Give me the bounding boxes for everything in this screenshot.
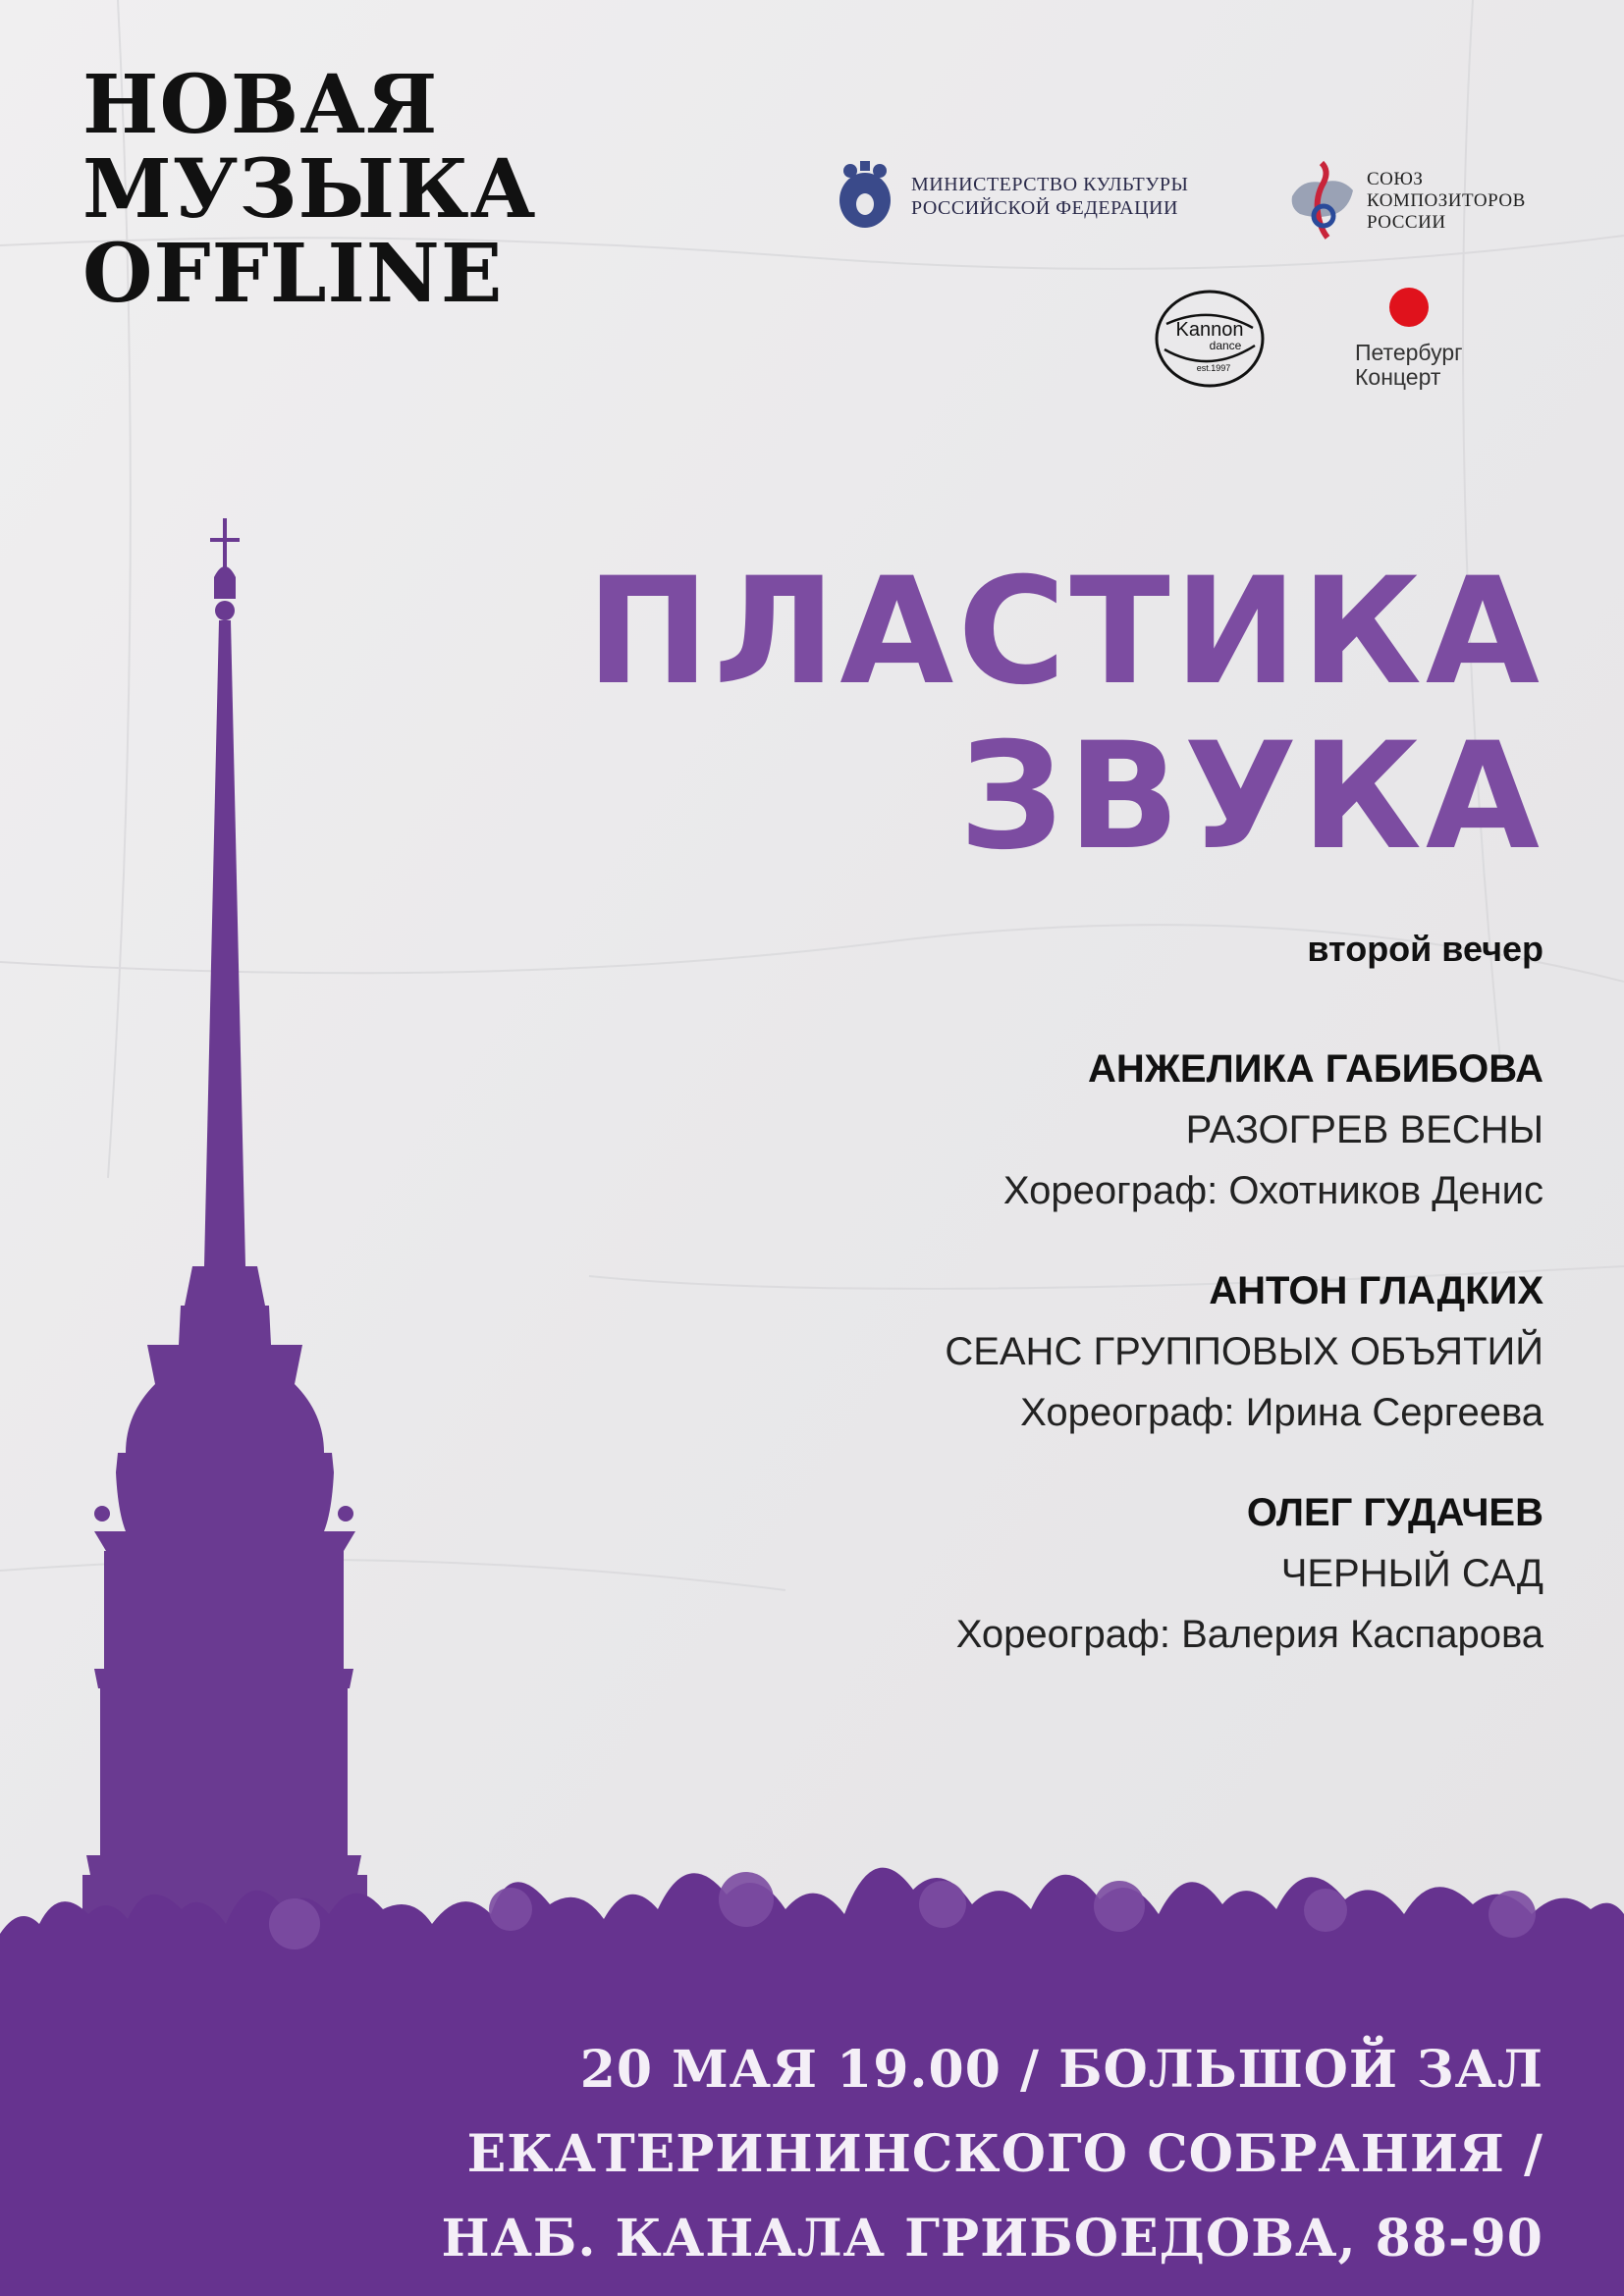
peterburg-concert-line-1: Петербург (1355, 340, 1463, 365)
work-title: СЕАНС ГРУППОВЫХ ОБЪЯТИЙ (945, 1330, 1543, 1373)
title-line-2: ЗВУКА (958, 712, 1543, 882)
program-item (562, 1482, 1543, 1665)
date-and-venue (441, 2028, 1543, 2281)
red-dot-icon (1384, 285, 1434, 330)
work-title: ЧЕРНЫЙ САД (1280, 1552, 1543, 1595)
program-item (562, 1260, 1543, 1443)
kannon-dance-logo (1151, 285, 1269, 398)
venue-line-2: ЕКАТЕРИНИНСКОГО СОБРАНИЯ / (466, 2124, 1543, 2184)
composer-name: АНЖЕЛИКА ГАБИБОВА (1087, 1047, 1543, 1091)
ministry-line-2: РОССИЙСКОЙ ФЕДЕРАЦИИ (911, 197, 1178, 219)
treble-clef-map-icon (1288, 157, 1357, 245)
work-title: РАЗОГРЕВ ВЕСНЫ (1185, 1108, 1543, 1151)
peterburg-concert-line-2: Концерт (1355, 364, 1441, 390)
festival-line-3: OFFLINE (82, 227, 504, 321)
title-line-1: ПЛАСТИКА (586, 547, 1543, 718)
kannon-name: Kannon (1175, 319, 1244, 341)
venue-line-3: НАБ. КАНАЛА ГРИБОЕДОВА, 88-90 (441, 2209, 1543, 2269)
festival-logo (82, 58, 537, 321)
choreographer: Хореограф: Охотников Денис (1002, 1169, 1543, 1212)
peterburg-concert-logo (1355, 285, 1463, 390)
composers-union-line-1: СОЮЗ (1367, 169, 1424, 189)
composers-union-line-3: РОССИИ (1367, 212, 1446, 233)
venue-line-1: 20 МАЯ 19.00 / БОЛЬШОЙ ЗАЛ (579, 2040, 1543, 2100)
composers-union-logo (1288, 157, 1526, 245)
ministry-line-1: МИНИСТЕРСТВО КУЛЬТУРЫ (911, 174, 1189, 195)
program-list (562, 1039, 1543, 1704)
kannon-sub: dance (1209, 339, 1242, 352)
event-title (586, 547, 1543, 882)
kannon-est: est.1997 (1196, 363, 1231, 373)
program-item (562, 1039, 1543, 1221)
composers-union-line-2: КОМПОЗИТОРОВ (1367, 190, 1526, 211)
composer-name: АНТОН ГЛАДКИХ (1209, 1269, 1543, 1312)
ministry-of-culture-logo (831, 157, 1188, 236)
festival-line-2: МУЗЫКА (82, 142, 537, 237)
evening-subtitle: второй вечер (1307, 929, 1543, 969)
choreographer: Хореограф: Валерия Каспарова (955, 1613, 1543, 1656)
composer-name: ОЛЕГ ГУДАЧЕВ (1246, 1491, 1543, 1534)
choreographer: Хореограф: Ирина Сергеева (1020, 1391, 1543, 1434)
festival-line-1: НОВАЯ (82, 58, 439, 152)
double-eagle-emblem-icon (831, 157, 899, 236)
